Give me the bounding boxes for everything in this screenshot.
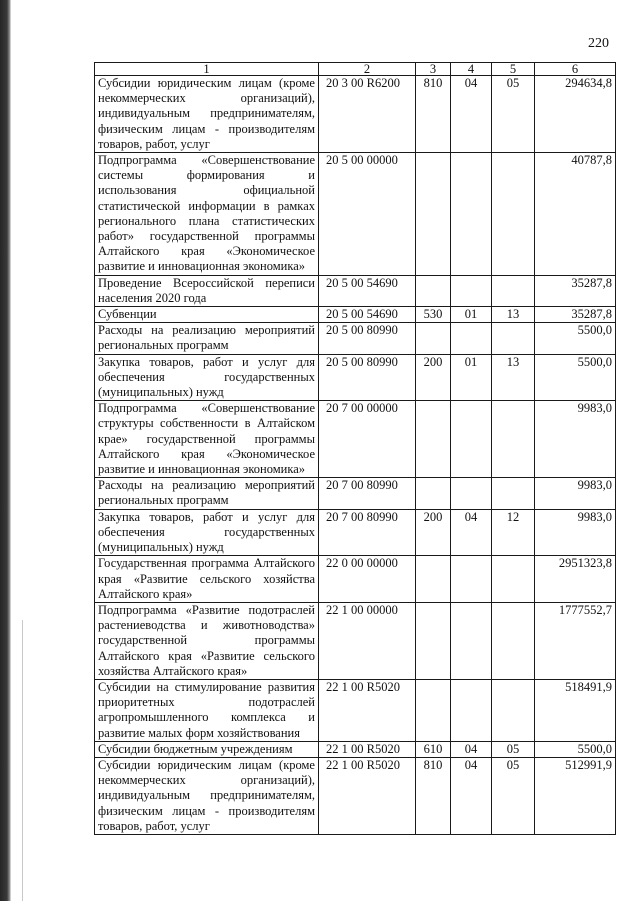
- subsection-cell: 05: [492, 76, 535, 153]
- table-row: [95, 509, 616, 556]
- expense-type-cell: [416, 478, 451, 509]
- item-name-cell: Субсидии на стимулирование развития приоритетных подотраслей агропромышленного комплекса и развитие малых форм хозяйствования: [95, 679, 319, 741]
- amount-cell: 5500,0: [535, 354, 616, 401]
- expense-type-cell: 200: [416, 509, 451, 556]
- item-name-cell: Проведение Всероссийской переписи населения 2020 года: [95, 275, 319, 306]
- amount-cell: 294634,8: [535, 76, 616, 153]
- subsection-cell: 13: [492, 307, 535, 323]
- header-cell-2: 2: [319, 63, 416, 76]
- table-row: [95, 401, 616, 478]
- subsection-cell: [492, 679, 535, 741]
- item-name-cell: Подпрограмма «Совершенствование системы формирования и использования официальной статистической информации в рамках регионального плана статистических работ» государственной программы Алтайского края «Экономическое развитие и инновационная экономика»: [95, 153, 319, 276]
- expense-type-cell: 610: [416, 741, 451, 757]
- section-cell: [451, 401, 492, 478]
- expense-type-cell: 530: [416, 307, 451, 323]
- table-row: [95, 679, 616, 741]
- item-name-cell: Субсидии юридическим лицам (кроме некоммерческих организаций), индивидуальным предпринимателям, физическим лицам - производителям товаров, работ, услуг: [95, 757, 319, 834]
- section-cell: [451, 153, 492, 276]
- item-name-cell: Расходы на реализацию мероприятий региональных программ: [95, 323, 319, 354]
- section-cell: 04: [451, 741, 492, 757]
- target-code-cell: 20 5 00 80990: [319, 323, 416, 354]
- target-code-cell: 20 7 00 80990: [319, 478, 416, 509]
- item-name-cell: Подпрограмма «Развитие подотраслей растениеводства и животноводства» государственной программы Алтайского края «Развитие сельского хозяйства Алтайского края»: [95, 602, 319, 679]
- section-cell: [451, 679, 492, 741]
- amount-cell: 2951323,8: [535, 556, 616, 603]
- header-cell-5: 5: [492, 63, 535, 76]
- amount-cell: 1777552,7: [535, 602, 616, 679]
- subsection-cell: [492, 323, 535, 354]
- subsection-cell: 12: [492, 509, 535, 556]
- section-cell: 01: [451, 354, 492, 401]
- header-row: [95, 63, 616, 76]
- expense-type-cell: [416, 679, 451, 741]
- subsection-cell: [492, 275, 535, 306]
- item-name-cell: Закупка товаров, работ и услуг для обеспечения государственных (муниципальных) нужд: [95, 354, 319, 401]
- header-cell-3: 3: [416, 63, 451, 76]
- amount-cell: 5500,0: [535, 323, 616, 354]
- item-name-cell: Субсидии юридическим лицам (кроме некоммерческих организаций), индивидуальным предпринимателям, физическим лицам - производителям товаров, работ, услуг: [95, 76, 319, 153]
- target-code-cell: 20 3 00 R6200: [319, 76, 416, 153]
- expense-type-cell: [416, 323, 451, 354]
- target-code-cell: 22 1 00 00000: [319, 602, 416, 679]
- table-row: [95, 757, 616, 834]
- subsection-cell: [492, 478, 535, 509]
- amount-cell: 5500,0: [535, 741, 616, 757]
- target-code-cell: 22 1 00 R5020: [319, 757, 416, 834]
- scan-edge: [0, 0, 11, 901]
- expense-type-cell: [416, 602, 451, 679]
- table-row: [95, 354, 616, 401]
- subsection-cell: 13: [492, 354, 535, 401]
- amount-cell: 9983,0: [535, 509, 616, 556]
- amount-cell: 518491,9: [535, 679, 616, 741]
- table-row: [95, 153, 616, 276]
- scan-line: [22, 620, 23, 901]
- section-cell: 04: [451, 76, 492, 153]
- header-cell-1: 1: [95, 63, 319, 76]
- section-cell: [451, 478, 492, 509]
- item-name-cell: Субсидии бюджетным учреждениям: [95, 741, 319, 757]
- section-cell: [451, 275, 492, 306]
- item-name-cell: Закупка товаров, работ и услуг для обеспечения государственных (муниципальных) нужд: [95, 509, 319, 556]
- table-row: [95, 323, 616, 354]
- section-cell: 01: [451, 307, 492, 323]
- amount-cell: 9983,0: [535, 401, 616, 478]
- target-code-cell: 22 1 00 R5020: [319, 679, 416, 741]
- amount-cell: 40787,8: [535, 153, 616, 276]
- table-row: [95, 556, 616, 603]
- expense-type-cell: [416, 401, 451, 478]
- subsection-cell: 05: [492, 741, 535, 757]
- target-code-cell: 20 5 00 54690: [319, 275, 416, 306]
- header-cell-4: 4: [451, 63, 492, 76]
- table-row: [95, 275, 616, 306]
- section-cell: [451, 323, 492, 354]
- subsection-cell: [492, 556, 535, 603]
- expense-type-cell: 200: [416, 354, 451, 401]
- table-row: [95, 741, 616, 757]
- header-cell-6: 6: [535, 63, 616, 76]
- amount-cell: 512991,9: [535, 757, 616, 834]
- expense-type-cell: [416, 153, 451, 276]
- section-cell: [451, 556, 492, 603]
- table-row: [95, 478, 616, 509]
- expense-type-cell: [416, 556, 451, 603]
- target-code-cell: 20 5 00 54690: [319, 307, 416, 323]
- item-name-cell: Расходы на реализацию мероприятий региональных программ: [95, 478, 319, 509]
- table-row: [95, 76, 616, 153]
- subsection-cell: [492, 401, 535, 478]
- section-cell: 04: [451, 509, 492, 556]
- table-row: [95, 307, 616, 323]
- subsection-cell: [492, 602, 535, 679]
- page-number: 220: [588, 36, 609, 51]
- expense-type-cell: 810: [416, 757, 451, 834]
- subsection-cell: [492, 153, 535, 276]
- table-row: [95, 602, 616, 679]
- target-code-cell: 20 7 00 00000: [319, 401, 416, 478]
- section-cell: [451, 602, 492, 679]
- amount-cell: 9983,0: [535, 478, 616, 509]
- item-name-cell: Субвенции: [95, 307, 319, 323]
- target-code-cell: 20 5 00 00000: [319, 153, 416, 276]
- expense-type-cell: [416, 275, 451, 306]
- target-code-cell: 20 7 00 80990: [319, 509, 416, 556]
- amount-cell: 35287,8: [535, 307, 616, 323]
- item-name-cell: Подпрограмма «Совершенствование структуры собственности в Алтайском крае» государственной программы Алтайского края «Экономическое развитие и инновационная экономика»: [95, 401, 319, 478]
- budget-table: [94, 62, 616, 835]
- item-name-cell: Государственная программа Алтайского края «Развитие сельского хозяйства Алтайского края»: [95, 556, 319, 603]
- subsection-cell: 05: [492, 757, 535, 834]
- amount-cell: 35287,8: [535, 275, 616, 306]
- target-code-cell: 20 5 00 80990: [319, 354, 416, 401]
- section-cell: 04: [451, 757, 492, 834]
- target-code-cell: 22 0 00 00000: [319, 556, 416, 603]
- target-code-cell: 22 1 00 R5020: [319, 741, 416, 757]
- expense-type-cell: 810: [416, 76, 451, 153]
